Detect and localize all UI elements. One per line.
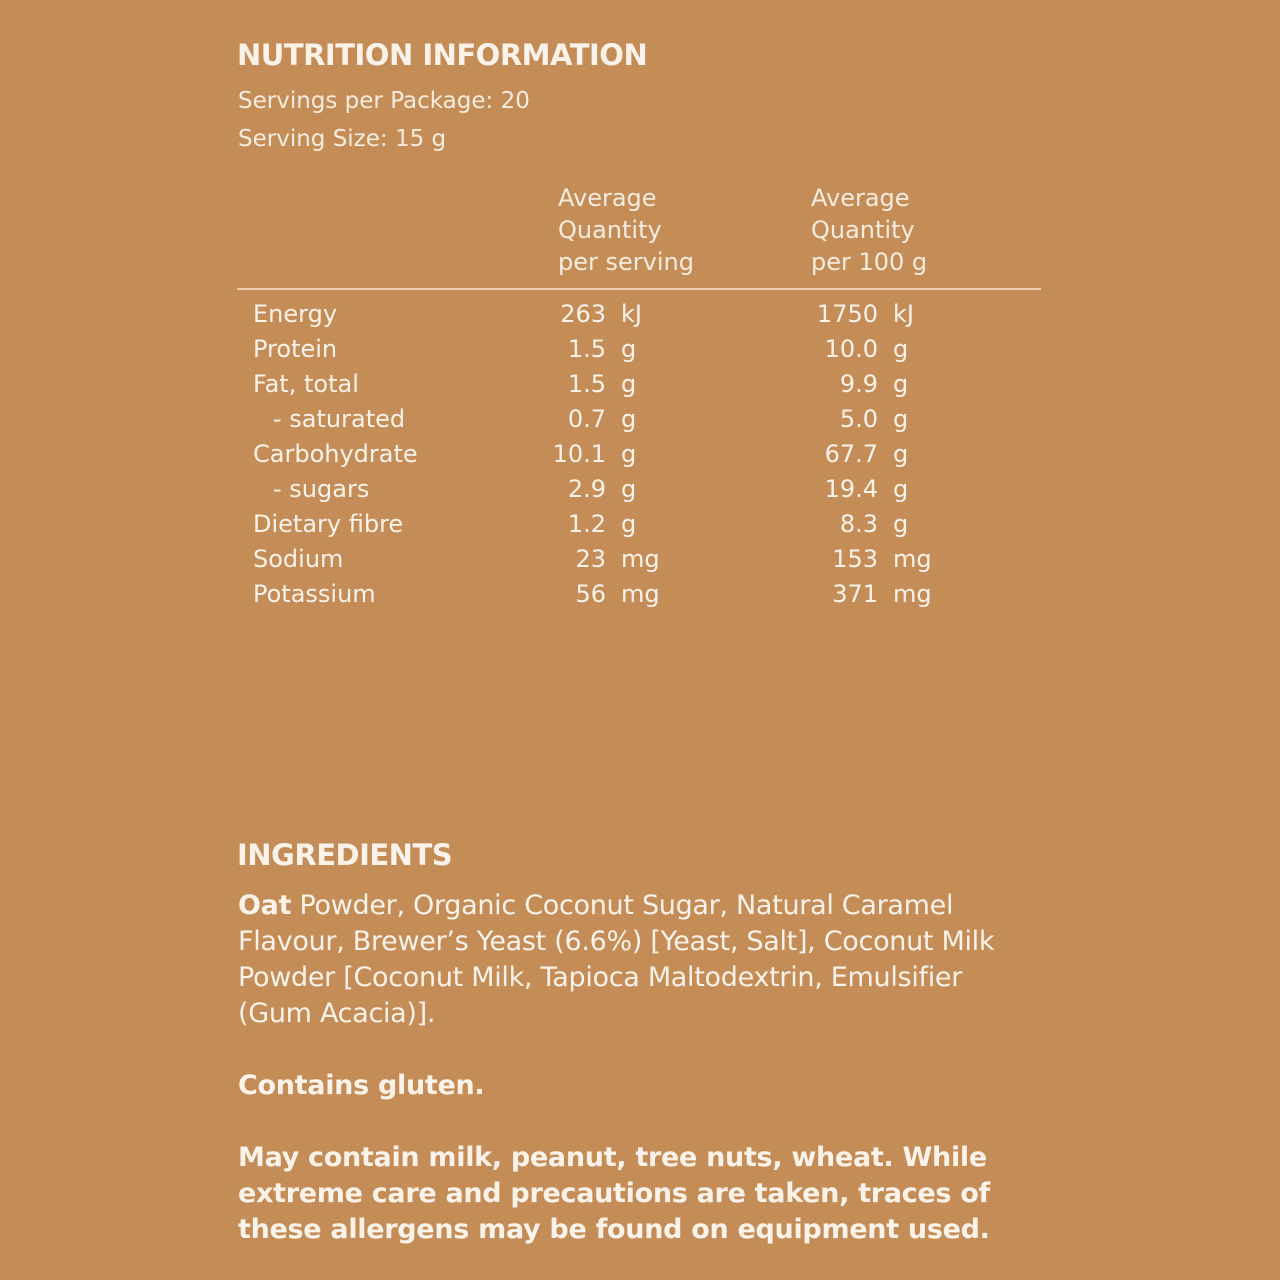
per-serving-value: 1.5 (567, 370, 606, 398)
per-100g-value: 5.0 (839, 405, 878, 433)
may-contain-statement: May contain milk, peanut, tree nuts, wheat. While extreme care and precautions are taken, traces of these allergens may be found on equipment used. (238, 1142, 990, 1245)
nutrition-title: NUTRITION INFORMATION (237, 38, 648, 72)
column-header-line: Quantity (558, 216, 662, 244)
table-row (0, 543, 1280, 578)
nutrient-name: Sodium (253, 545, 344, 573)
per-serving-value: 263 (560, 300, 606, 328)
column-header-per-serving (558, 182, 694, 278)
per-100g-unit: g (893, 475, 909, 503)
serving-size: Serving Size: 15 g (238, 126, 447, 152)
per-serving-unit: mg (621, 545, 660, 573)
ingredients-text: Powder, Organic Coconut Sugar, Natural Caramel Flavour, Brewer’s Yeast (6.6%) [Yeast, Salt], Coconut Milk Powder [Coconut Milk, Tapioca Maltodextrin, Emulsifier (Gum Acacia)]. (238, 890, 995, 1029)
per-serving-unit: g (621, 370, 637, 398)
table-row (0, 368, 1280, 403)
per-serving-unit: g (621, 475, 637, 503)
per-100g-unit: g (893, 335, 909, 363)
table-divider (237, 288, 1041, 290)
per-100g-value: 9.9 (839, 370, 878, 398)
column-header-line: Average (558, 184, 657, 212)
per-serving-unit: g (621, 510, 637, 538)
per-100g-value: 8.3 (839, 510, 878, 538)
per-100g-value: 1750 (816, 300, 878, 328)
per-serving-unit: kJ (621, 300, 642, 328)
column-header-line: per serving (558, 248, 694, 276)
per-100g-unit: mg (893, 580, 932, 608)
per-serving-unit: g (621, 440, 637, 468)
per-100g-value: 10.0 (824, 335, 878, 363)
per-serving-value: 23 (575, 545, 606, 573)
nutrient-name: Protein (253, 335, 338, 363)
per-serving-value: 10.1 (552, 440, 606, 468)
table-row (0, 578, 1280, 613)
column-header-per-100g (811, 182, 927, 278)
contains-statement: Contains gluten. (238, 1070, 485, 1101)
ingredients-title: INGREDIENTS (237, 838, 453, 872)
ingredients-lead-bold: Oat (238, 890, 292, 921)
per-100g-value: 67.7 (824, 440, 878, 468)
per-100g-value: 19.4 (824, 475, 878, 503)
nutrient-name: - saturated (273, 405, 406, 433)
nutrient-name: Carbohydrate (253, 440, 418, 468)
nutrient-name: Fat, total (253, 370, 359, 398)
per-100g-unit: g (893, 440, 909, 468)
per-serving-unit: g (621, 405, 637, 433)
per-100g-value: 371 (832, 580, 878, 608)
table-row (0, 333, 1280, 368)
nutrient-name: - sugars (273, 475, 370, 503)
table-row (0, 508, 1280, 543)
table-row (0, 403, 1280, 438)
per-serving-unit: mg (621, 580, 660, 608)
per-serving-unit: g (621, 335, 637, 363)
column-header-line: Quantity (811, 216, 915, 244)
column-header-line: Average (811, 184, 910, 212)
nutrient-name: Potassium (253, 580, 376, 608)
per-serving-value: 1.2 (567, 510, 606, 538)
per-serving-value: 56 (575, 580, 606, 608)
per-100g-value: 153 (832, 545, 878, 573)
per-100g-unit: g (893, 405, 909, 433)
per-serving-value: 2.9 (567, 475, 606, 503)
per-100g-unit: mg (893, 545, 932, 573)
table-row (0, 298, 1280, 333)
per-serving-value: 1.5 (567, 335, 606, 363)
servings-per-package: Servings per Package: 20 (238, 88, 530, 114)
per-100g-unit: g (893, 510, 909, 538)
per-serving-value: 0.7 (567, 405, 606, 433)
per-100g-unit: kJ (893, 300, 914, 328)
table-row (0, 438, 1280, 473)
table-row (0, 473, 1280, 508)
nutrient-name: Dietary fibre (253, 510, 404, 538)
nutrient-name: Energy (253, 300, 338, 328)
ingredients-list (238, 888, 1018, 1032)
column-header-line: per 100 g (811, 248, 928, 276)
per-100g-unit: g (893, 370, 909, 398)
